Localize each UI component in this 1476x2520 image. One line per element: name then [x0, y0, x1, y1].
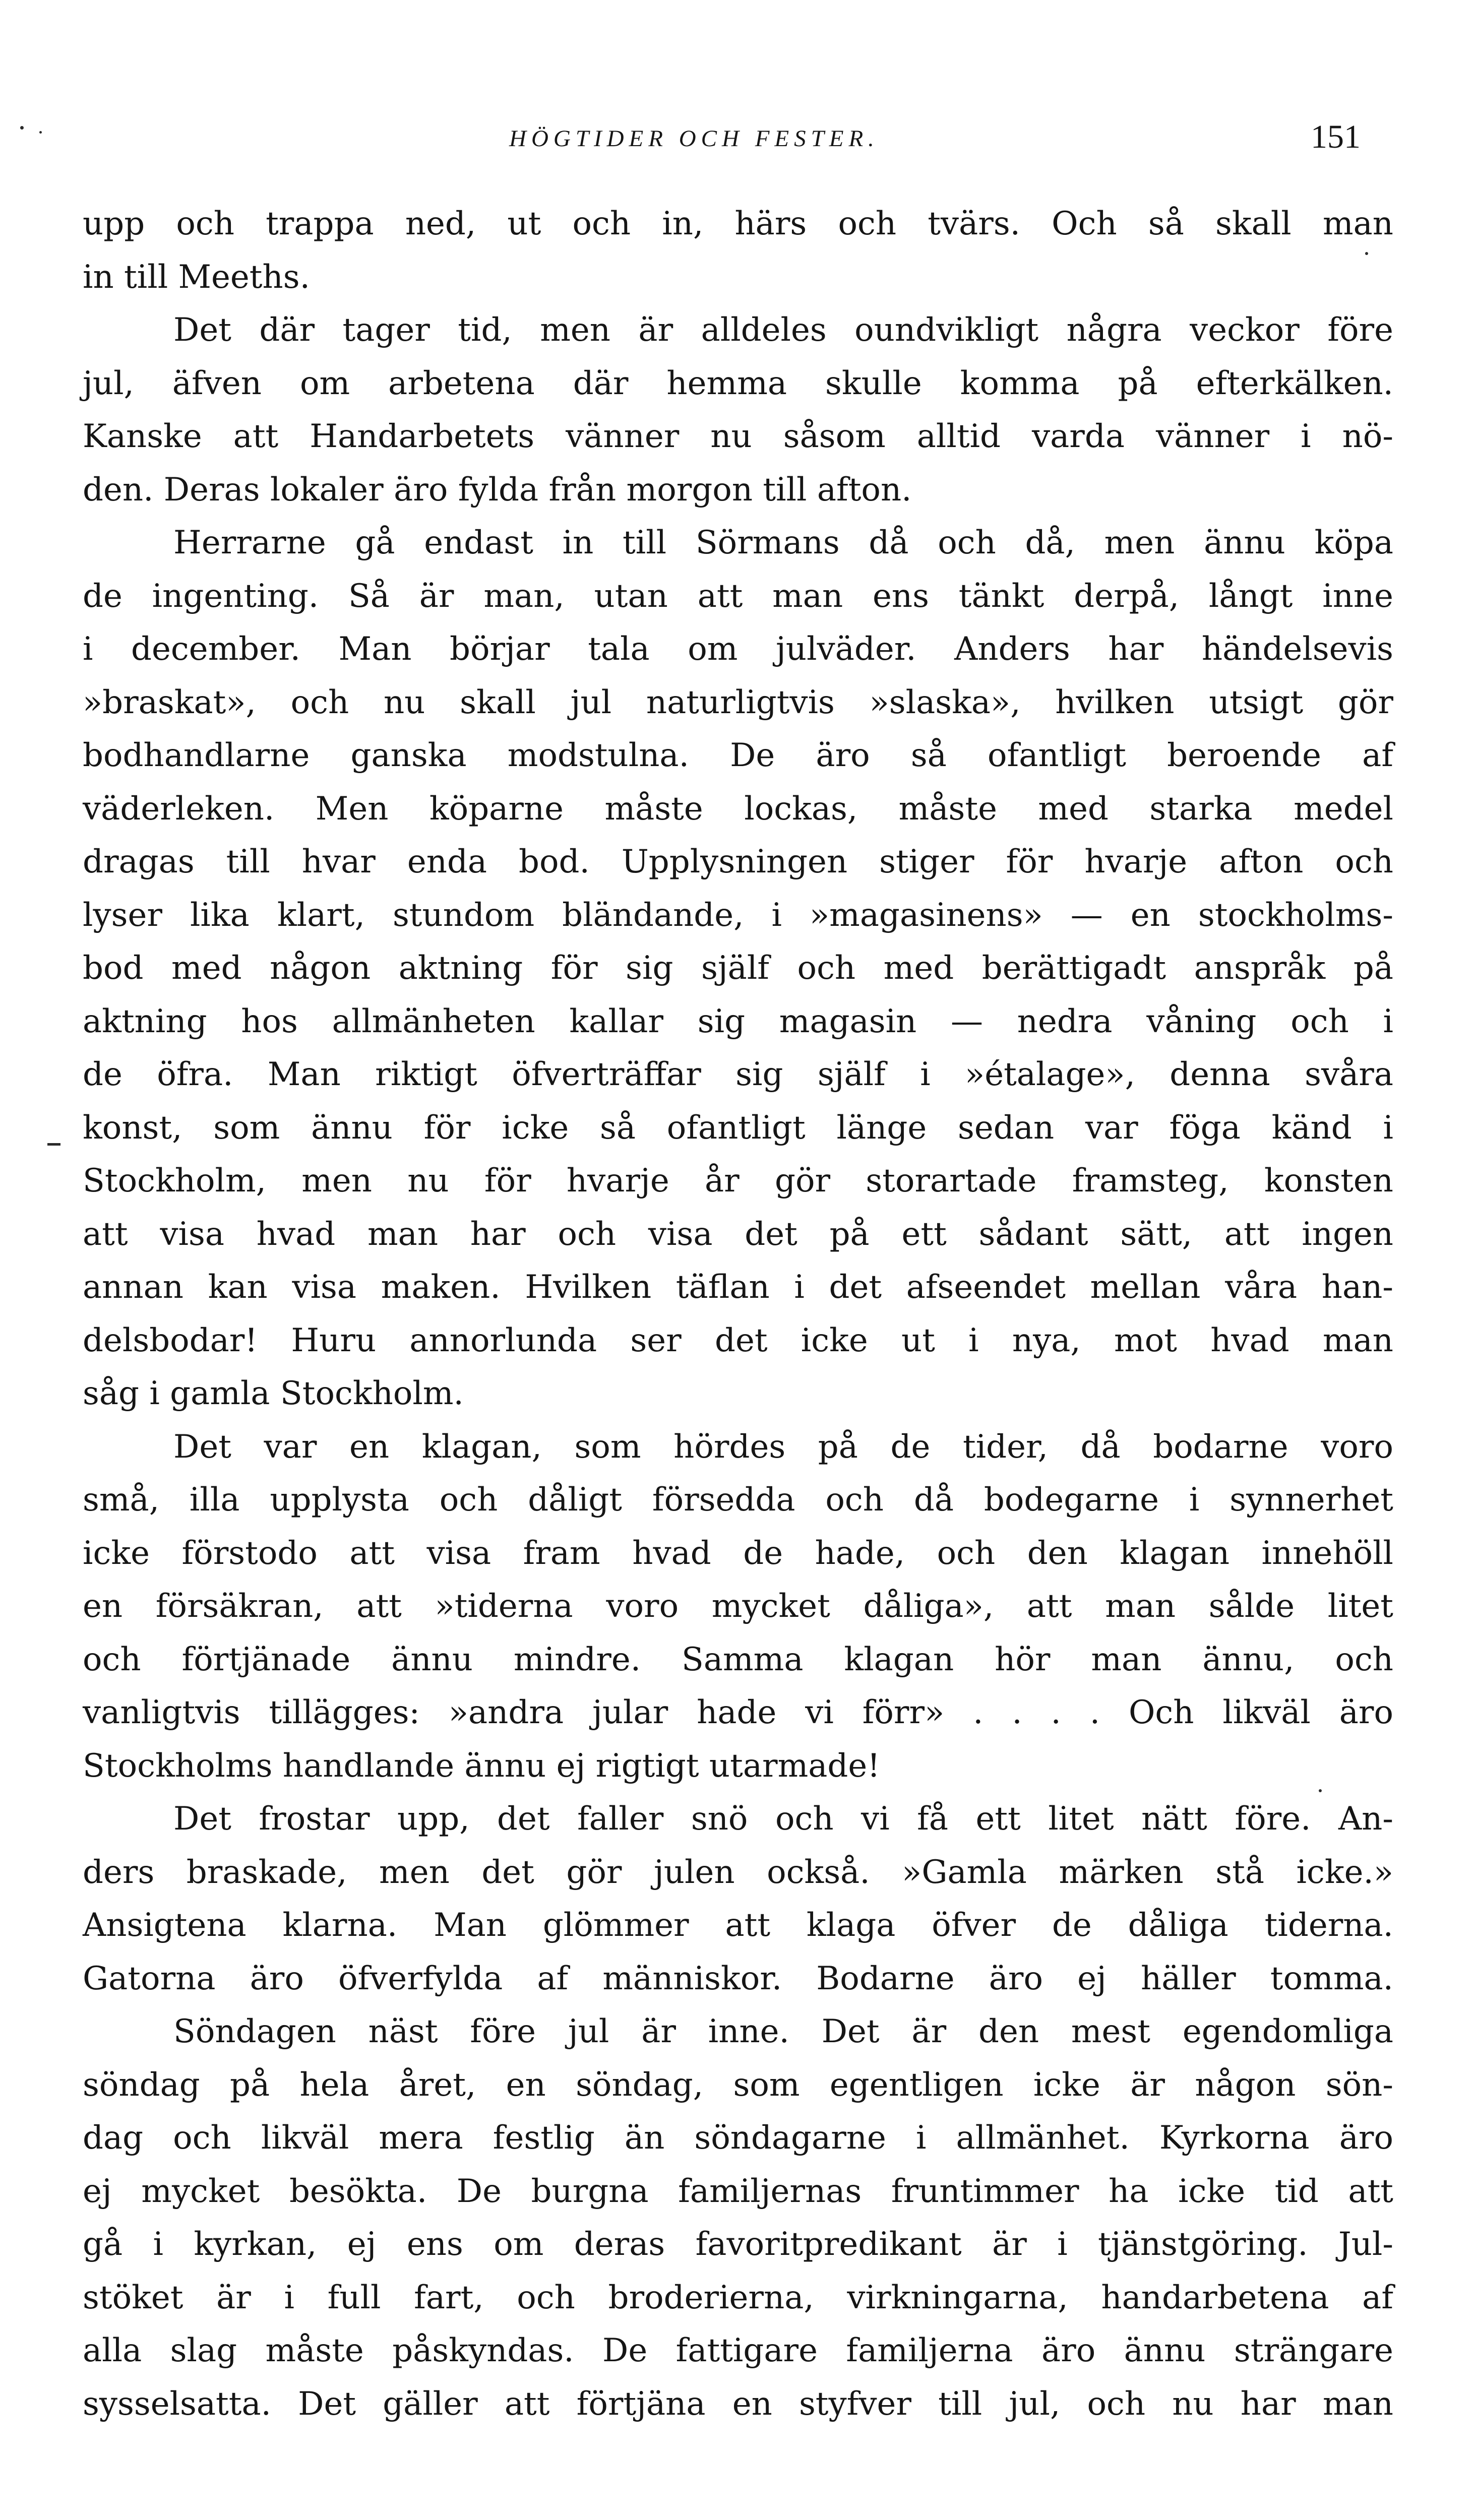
text-line: Det där tager tid, men är alldeles oundvikligt några veckor före [173, 311, 1393, 349]
running-title: HÖGTIDER OCH FESTER. [509, 125, 879, 152]
running-head [0, 118, 1476, 165]
text-line: väderleken. Men köparne måste lockas, måste med starka medel [83, 790, 1393, 828]
text-line: de öfra. Man riktigt öfverträffar sig själf i »étalage», denna svåra [83, 1056, 1393, 1093]
text-line: konst, som ännu för icke så ofantligt länge sedan var föga känd i [83, 1109, 1393, 1147]
text-line: Stockholm, men nu för hvarje år gör storartade framsteg, konsten [83, 1162, 1393, 1200]
text-line: Stockholms handlande ännu ej rigtigt utarmade! [83, 1747, 880, 1785]
text-line: aktning hos allmänheten kallar sig magasin — nedra våning och i [83, 1002, 1393, 1040]
text-line: delsbodar! Huru annorlunda ser det icke ut i nya, mot hvad man [83, 1321, 1393, 1359]
text-line: Kanske att Handarbetets vänner nu såsom alltid varda vänner i nö- [83, 418, 1393, 455]
ink-speck [20, 126, 24, 130]
text-line: annan kan visa maken. Hvilken täflan i det afseendet mellan våra han- [83, 1269, 1393, 1306]
text-line: jul, äfven om arbetena där hemma skulle komma på efterkälken. [83, 364, 1393, 402]
text-line: bod med någon aktning för sig själf och med berättigadt anspråk på [83, 950, 1393, 987]
text-line: dag och likväl mera festlig än söndagarne i allmänhet. Kyrkorna äro [83, 2119, 1393, 2157]
text-line: och förtjänade ännu mindre. Samma klagan hör man ännu, och [83, 1641, 1393, 1678]
text-line: Söndagen näst före jul är inne. Det är den mest egendomliga [173, 2013, 1393, 2050]
text-line: ders braskade, men det gör julen också. »Gamla märken stå icke.» [83, 1853, 1393, 1891]
text-line: Herrarne gå endast in till Sörmans då och då, men ännu köpa [173, 524, 1393, 561]
text-line: vanligtvis tillägges: »andra jular hade vi förr» . . . . Och likväl äro [83, 1694, 1393, 1731]
page-number: 151 [1311, 118, 1361, 155]
text-line: bodhandlarne ganska modstulna. De äro så ofantligt beroende af [83, 737, 1393, 774]
text-line: Det frostar upp, det faller snö och vi få ett litet nätt före. An- [173, 1800, 1393, 1838]
text-line: sysselsatta. Det gäller att förtjäna en styfver till jul, och nu har man [83, 2385, 1393, 2423]
text-line: icke förstodo att visa fram hvad de hade, och den klagan innehöll [83, 1534, 1393, 1572]
text-line: Gatorna äro öfverfylda af människor. Bodarne äro ej häller tomma. [83, 1960, 1393, 1997]
ink-speck [39, 131, 42, 134]
text-line: »braskat», och nu skall jul naturligtvis »slaska», hvilken utsigt gör [83, 683, 1393, 721]
text-line: Ansigtena klarna. Man glömmer att klaga öfver de dåliga tiderna. [83, 1907, 1393, 1944]
text-line: alla slag måste påskyndas. De fattigare familjerna äro ännu strängare [83, 2332, 1393, 2369]
text-line: upp och trappa ned, ut och in, härs och tvärs. Och så skall man [83, 205, 1393, 242]
text-line: ej mycket besökta. De burgna familjernas fruntimmer ha icke tid att [83, 2172, 1393, 2210]
text-line: gå i kyrkan, ej ens om deras favoritpredikant är i tjänstgöring. Jul- [83, 2226, 1393, 2263]
text-line: de ingenting. Så är man, utan att man ens tänkt derpå, långt inne [83, 577, 1393, 615]
text-line: dragas till hvar enda bod. Upplysningen stiger för hvarje afton och [83, 843, 1393, 880]
ink-speck [1319, 1789, 1322, 1792]
margin-dash [47, 1143, 60, 1146]
text-line: stöket är i full fart, och broderierna, virkningarna, handarbetena af [83, 2279, 1393, 2316]
text-line: Det var en klagan, som hördes på de tider, då bodarne voro [173, 1428, 1393, 1466]
text-line: i december. Man börjar tala om julväder. Anders har händelsevis [83, 631, 1393, 668]
text-line: söndag på hela året, en söndag, som egentligen icke är någon sön- [83, 2066, 1393, 2104]
body-text [83, 198, 1393, 2431]
text-line: den. Deras lokaler äro fylda från morgon till afton. [83, 471, 912, 509]
ink-speck [1365, 252, 1368, 255]
text-line: att visa hvad man har och visa det på ett sådant sätt, att ingen [83, 1215, 1393, 1253]
text-line: lyser lika klart, stundom bländande, i »magasinens» — en stockholms- [83, 896, 1393, 934]
text-line: såg i gamla Stockholm. [83, 1375, 464, 1412]
text-line: in till Meeths. [83, 258, 310, 296]
text-line: en försäkran, att »tiderna voro mycket dåliga», att man sålde litet [83, 1588, 1393, 1625]
text-line: små, illa upplysta och dåligt försedda och då bodegarne i synnerhet [83, 1481, 1393, 1519]
